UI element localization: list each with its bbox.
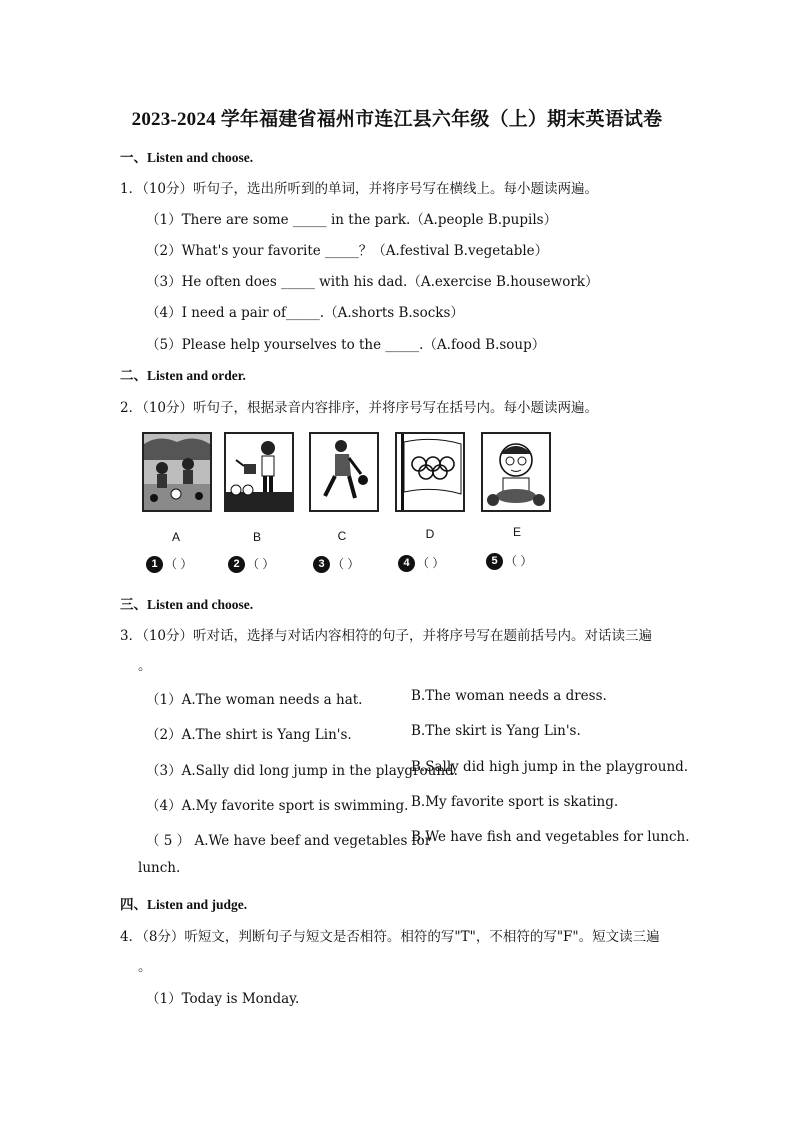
answer-blank: （ ） — [505, 554, 533, 568]
answer-slot-3[interactable] — [313, 555, 359, 573]
number-badge: 3 — [313, 556, 330, 573]
answer-blank: （ ） — [247, 557, 275, 571]
page-title: 2023-2024 学年福建省福州市连江县六年级（上）期末英语试卷 — [131, 109, 663, 130]
question-3-row-4-b: B.My favorite sport is skating. — [411, 794, 619, 810]
question-3-row-1-a: （1）A.The woman needs a hat. — [146, 692, 363, 708]
question-3-stem-tail: 。 — [138, 658, 152, 674]
answer-slot-4[interactable] — [398, 554, 444, 572]
question-3-row-3-b: B.Sally did high jump in the playground. — [411, 759, 689, 775]
question-4-stem-tail: 。 — [138, 959, 152, 975]
question-3-row-5-tail: lunch. — [138, 860, 181, 876]
question-1-item-2: （2）What's your favorite _____？（A.festival B.vegetable） — [146, 243, 549, 259]
picture-label-b: B — [252, 530, 261, 544]
question-4-item-1: （1）Today is Monday. — [146, 991, 300, 1007]
question-1-item-1: （1）There are some _____ in the park.（A.people B.pupils） — [146, 212, 558, 228]
answer-slot-2[interactable] — [228, 555, 274, 573]
number-badge: 1 — [146, 556, 163, 573]
question-3-row-4-a: （4）A.My favorite sport is swimming. — [146, 798, 409, 814]
picture-e-boy-with-food — [481, 432, 551, 512]
question-2-stem: 2．（10分）听句子，根据录音内容排序，并将序号写在括号内。每小题读两遍。 — [120, 400, 599, 416]
question-3-row-5-b: B.We have fish and vegetables for lunch. — [411, 829, 690, 845]
section-heading-3: 三、Listen and choose. — [120, 597, 254, 612]
question-3-stem: 3．（10分）听对话，选择与对话内容相符的句子，并将序号写在题前括号内。对话读三遍 — [120, 628, 653, 644]
answer-blank: （ ） — [165, 557, 193, 571]
answer-slot-1[interactable] — [146, 555, 192, 573]
question-4-stem: 4．（8分）听短文，判断句子与短文是否相符。相符的写"T"，不相符的写"F"。短文读三遍 — [120, 929, 660, 945]
answer-slot-5[interactable] — [486, 552, 532, 570]
answer-blank: （ ） — [332, 557, 360, 571]
question-3-row-2-b: B.The skirt is Yang Lin's. — [411, 723, 581, 739]
number-badge: 4 — [398, 555, 415, 572]
section-heading-2: 二、Listen and order. — [120, 368, 246, 383]
picture-b-watering-plants — [224, 432, 294, 512]
question-1-item-5: （5）Please help yourselves to the _____.（A.food B.soup） — [146, 337, 546, 353]
number-badge: 5 — [486, 553, 503, 570]
picture-label-a: A — [171, 530, 180, 544]
question-3-row-1-b: B.The woman needs a dress. — [411, 688, 607, 704]
question-1-item-3: （3）He often does _____ with his dad.（A.exercise B.housework） — [146, 274, 599, 290]
picture-d-olympic-flag — [395, 432, 465, 512]
answer-blank: （ ） — [417, 556, 445, 570]
picture-label-e: E — [512, 525, 521, 539]
section-heading-4: 四、Listen and judge. — [120, 897, 248, 912]
question-3-row-5-a: （ 5 ） A.We have beef and vegetables for — [146, 833, 432, 849]
section-heading-1: 一、Listen and choose. — [120, 150, 254, 165]
picture-label-d: D — [425, 527, 435, 541]
number-badge: 2 — [228, 556, 245, 573]
question-3-row-3-a: （3）A.Sally did long jump in the playground. — [146, 763, 458, 779]
question-1-stem: 1．（10分）听句子，选出所听到的单词，并将序号写在横线上。每小题读两遍。 — [120, 181, 599, 197]
picture-a-kids-playing — [142, 432, 212, 512]
picture-label-c: C — [337, 529, 347, 543]
question-1-item-4: （4）I need a pair of_____.（A.shorts B.socks） — [146, 305, 464, 321]
picture-c-basketball — [309, 432, 379, 512]
question-3-row-2-a: （2）A.The shirt is Yang Lin's. — [146, 727, 352, 743]
